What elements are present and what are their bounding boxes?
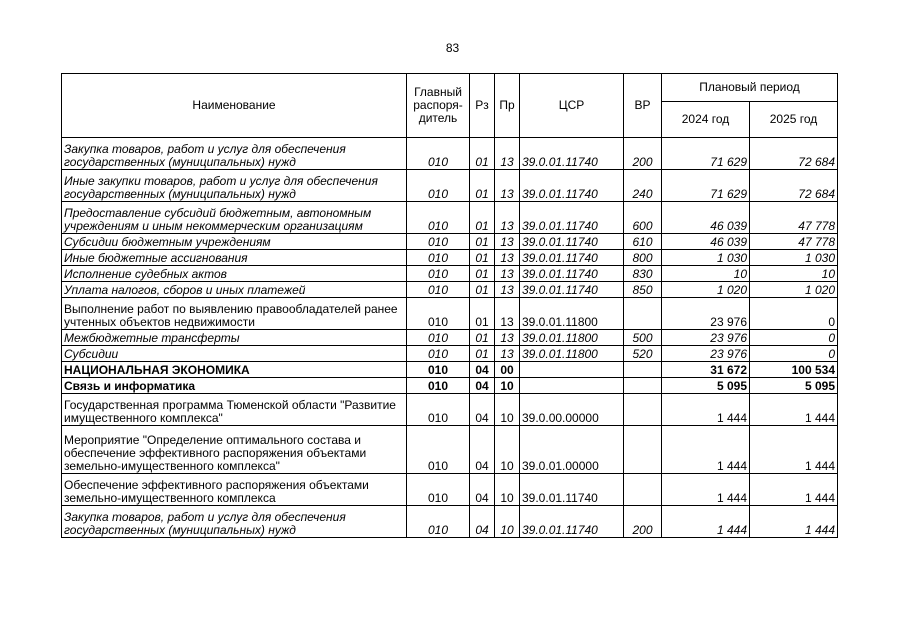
cell-2025: 47 778 — [750, 234, 838, 250]
cell-admin: 010 — [407, 138, 470, 170]
table-row — [62, 394, 838, 426]
cell-admin: 010 — [407, 426, 470, 474]
cell-2024: 31 672 — [662, 362, 750, 378]
cell-admin: 010 — [407, 266, 470, 282]
header-admin: Главный распоря-дитель — [407, 74, 470, 138]
cell-admin: 010 — [407, 234, 470, 250]
cell-vr: 240 — [624, 170, 662, 202]
cell-csr: 39.0.01.00000 — [520, 426, 624, 474]
cell-csr: 39.0.01.11740 — [520, 138, 624, 170]
table-row — [62, 202, 838, 234]
cell-admin: 010 — [407, 346, 470, 362]
cell-admin: 010 — [407, 506, 470, 538]
cell-2024: 71 629 — [662, 170, 750, 202]
cell-2024: 10 — [662, 266, 750, 282]
cell-2025: 0 — [750, 346, 838, 362]
cell-2024: 46 039 — [662, 202, 750, 234]
budget-table — [61, 73, 838, 538]
table-row — [62, 378, 838, 394]
cell-name: НАЦИОНАЛЬНАЯ ЭКОНОМИКА — [62, 362, 407, 378]
cell-admin: 010 — [407, 394, 470, 426]
header-csr: ЦСР — [520, 74, 624, 138]
cell-csr: 39.0.01.11800 — [520, 346, 624, 362]
cell-2025: 1 444 — [750, 426, 838, 474]
cell-pr: 13 — [495, 170, 520, 202]
cell-admin: 010 — [407, 474, 470, 506]
header-year-2025: 2025 год — [750, 102, 838, 138]
table-row — [62, 234, 838, 250]
table-row — [62, 330, 838, 346]
cell-2024: 1 030 — [662, 250, 750, 266]
table-row — [62, 282, 838, 298]
cell-2024: 1 444 — [662, 426, 750, 474]
cell-2025: 10 — [750, 266, 838, 282]
cell-rz: 04 — [470, 362, 495, 378]
cell-vr: 200 — [624, 506, 662, 538]
cell-csr — [520, 378, 624, 394]
cell-admin: 010 — [407, 330, 470, 346]
cell-name: Субсидии — [62, 346, 407, 362]
cell-name: Иные закупки товаров, работ и услуг для обеспечения государственных (муниципальных) нужд — [62, 170, 407, 202]
cell-vr: 600 — [624, 202, 662, 234]
cell-rz: 04 — [470, 378, 495, 394]
cell-pr: 13 — [495, 298, 520, 330]
cell-2024: 46 039 — [662, 234, 750, 250]
cell-csr: 39.0.01.11740 — [520, 474, 624, 506]
cell-csr — [520, 362, 624, 378]
cell-pr: 13 — [495, 202, 520, 234]
cell-name: Предоставление субсидий бюджетным, автономным учреждениям и иным некоммерческим организациям — [62, 202, 407, 234]
cell-2025: 1 444 — [750, 506, 838, 538]
cell-rz: 01 — [470, 138, 495, 170]
table-body — [62, 138, 838, 538]
cell-vr: 800 — [624, 250, 662, 266]
cell-vr — [624, 378, 662, 394]
cell-admin: 010 — [407, 362, 470, 378]
cell-2025: 0 — [750, 330, 838, 346]
cell-rz: 01 — [470, 346, 495, 362]
cell-pr: 13 — [495, 266, 520, 282]
cell-vr: 200 — [624, 138, 662, 170]
cell-csr: 39.0.01.11740 — [520, 234, 624, 250]
cell-name: Обеспечение эффективного распоряжения объектами земельно-имущественного комплекса — [62, 474, 407, 506]
table-row — [62, 346, 838, 362]
table-row — [62, 298, 838, 330]
cell-csr: 39.0.01.11740 — [520, 170, 624, 202]
cell-2025: 1 030 — [750, 250, 838, 266]
cell-vr: 610 — [624, 234, 662, 250]
cell-rz: 01 — [470, 298, 495, 330]
cell-2024: 23 976 — [662, 298, 750, 330]
cell-csr: 39.0.01.11740 — [520, 506, 624, 538]
cell-rz: 01 — [470, 266, 495, 282]
cell-2024: 5 095 — [662, 378, 750, 394]
cell-name: Закупка товаров, работ и услуг для обеспечения государственных (муниципальных) нужд — [62, 506, 407, 538]
cell-2025: 72 684 — [750, 138, 838, 170]
cell-name: Межбюджетные трансферты — [62, 330, 407, 346]
cell-2024: 1 444 — [662, 474, 750, 506]
cell-2025: 0 — [750, 298, 838, 330]
cell-rz: 01 — [470, 234, 495, 250]
cell-pr: 10 — [495, 474, 520, 506]
cell-vr — [624, 394, 662, 426]
cell-rz: 01 — [470, 170, 495, 202]
cell-name: Мероприятие "Определение оптимального состава и обеспечение эффективного распоряжения объектами земельно-имущественного комплекса" — [62, 426, 407, 474]
cell-rz: 04 — [470, 426, 495, 474]
cell-pr: 10 — [495, 506, 520, 538]
table-row — [62, 474, 838, 506]
table-row — [62, 506, 838, 538]
cell-pr: 13 — [495, 138, 520, 170]
cell-vr — [624, 298, 662, 330]
cell-csr: 39.0.01.11740 — [520, 282, 624, 298]
header-vr: ВР — [624, 74, 662, 138]
cell-name: Субсидии бюджетным учреждениям — [62, 234, 407, 250]
cell-admin: 010 — [407, 378, 470, 394]
cell-admin: 010 — [407, 202, 470, 234]
header-pr: Пр — [495, 74, 520, 138]
cell-admin: 010 — [407, 170, 470, 202]
cell-2025: 1 020 — [750, 282, 838, 298]
header-rz: Рз — [470, 74, 495, 138]
cell-name: Закупка товаров, работ и услуг для обеспечения государственных (муниципальных) нужд — [62, 138, 407, 170]
table-row — [62, 426, 838, 474]
cell-2024: 23 976 — [662, 330, 750, 346]
cell-rz: 01 — [470, 250, 495, 266]
cell-csr: 39.0.01.11740 — [520, 266, 624, 282]
cell-name: Уплата налогов, сборов и иных платежей — [62, 282, 407, 298]
cell-name: Связь и информатика — [62, 378, 407, 394]
cell-rz: 01 — [470, 202, 495, 234]
page-number: 83 — [445, 41, 460, 55]
cell-pr: 13 — [495, 330, 520, 346]
cell-rz: 01 — [470, 282, 495, 298]
table-row — [62, 170, 838, 202]
cell-vr: 830 — [624, 266, 662, 282]
cell-vr — [624, 474, 662, 506]
cell-rz: 01 — [470, 330, 495, 346]
cell-csr: 39.0.01.11740 — [520, 250, 624, 266]
cell-pr: 13 — [495, 346, 520, 362]
cell-2024: 71 629 — [662, 138, 750, 170]
cell-pr: 13 — [495, 282, 520, 298]
table-row — [62, 266, 838, 282]
cell-vr: 500 — [624, 330, 662, 346]
cell-vr — [624, 362, 662, 378]
cell-2024: 1 444 — [662, 394, 750, 426]
cell-2025: 5 095 — [750, 378, 838, 394]
cell-pr: 10 — [495, 426, 520, 474]
cell-2025: 1 444 — [750, 474, 838, 506]
cell-admin: 010 — [407, 250, 470, 266]
cell-name: Государственная программа Тюменской области "Развитие имущественного комплекса" — [62, 394, 407, 426]
cell-pr: 13 — [495, 250, 520, 266]
cell-2025: 47 778 — [750, 202, 838, 234]
cell-rz: 04 — [470, 474, 495, 506]
cell-pr: 13 — [495, 234, 520, 250]
cell-pr: 10 — [495, 378, 520, 394]
cell-name: Исполнение судебных актов — [62, 266, 407, 282]
cell-csr: 39.0.01.11800 — [520, 298, 624, 330]
cell-rz: 04 — [470, 394, 495, 426]
cell-2024: 1 444 — [662, 506, 750, 538]
table-row — [62, 250, 838, 266]
header-plan-period: Плановый период — [662, 74, 838, 102]
cell-csr: 39.0.01.11740 — [520, 202, 624, 234]
cell-vr: 520 — [624, 346, 662, 362]
cell-csr: 39.0.00.00000 — [520, 394, 624, 426]
cell-admin: 010 — [407, 298, 470, 330]
cell-2025: 72 684 — [750, 170, 838, 202]
header-year-2024: 2024 год — [662, 102, 750, 138]
cell-2024: 23 976 — [662, 346, 750, 362]
cell-2024: 1 020 — [662, 282, 750, 298]
cell-rz: 04 — [470, 506, 495, 538]
cell-2025: 100 534 — [750, 362, 838, 378]
header-name: Наименование — [62, 74, 407, 138]
cell-2025: 1 444 — [750, 394, 838, 426]
table-row — [62, 362, 838, 378]
cell-vr — [624, 426, 662, 474]
cell-vr: 850 — [624, 282, 662, 298]
cell-pr: 00 — [495, 362, 520, 378]
cell-pr: 10 — [495, 394, 520, 426]
cell-name: Иные бюджетные ассигнования — [62, 250, 407, 266]
cell-csr: 39.0.01.11800 — [520, 330, 624, 346]
cell-name: Выполнение работ по выявлению правообладателей ранее учтенных объектов недвижимости — [62, 298, 407, 330]
cell-admin: 010 — [407, 282, 470, 298]
table-row — [62, 138, 838, 170]
